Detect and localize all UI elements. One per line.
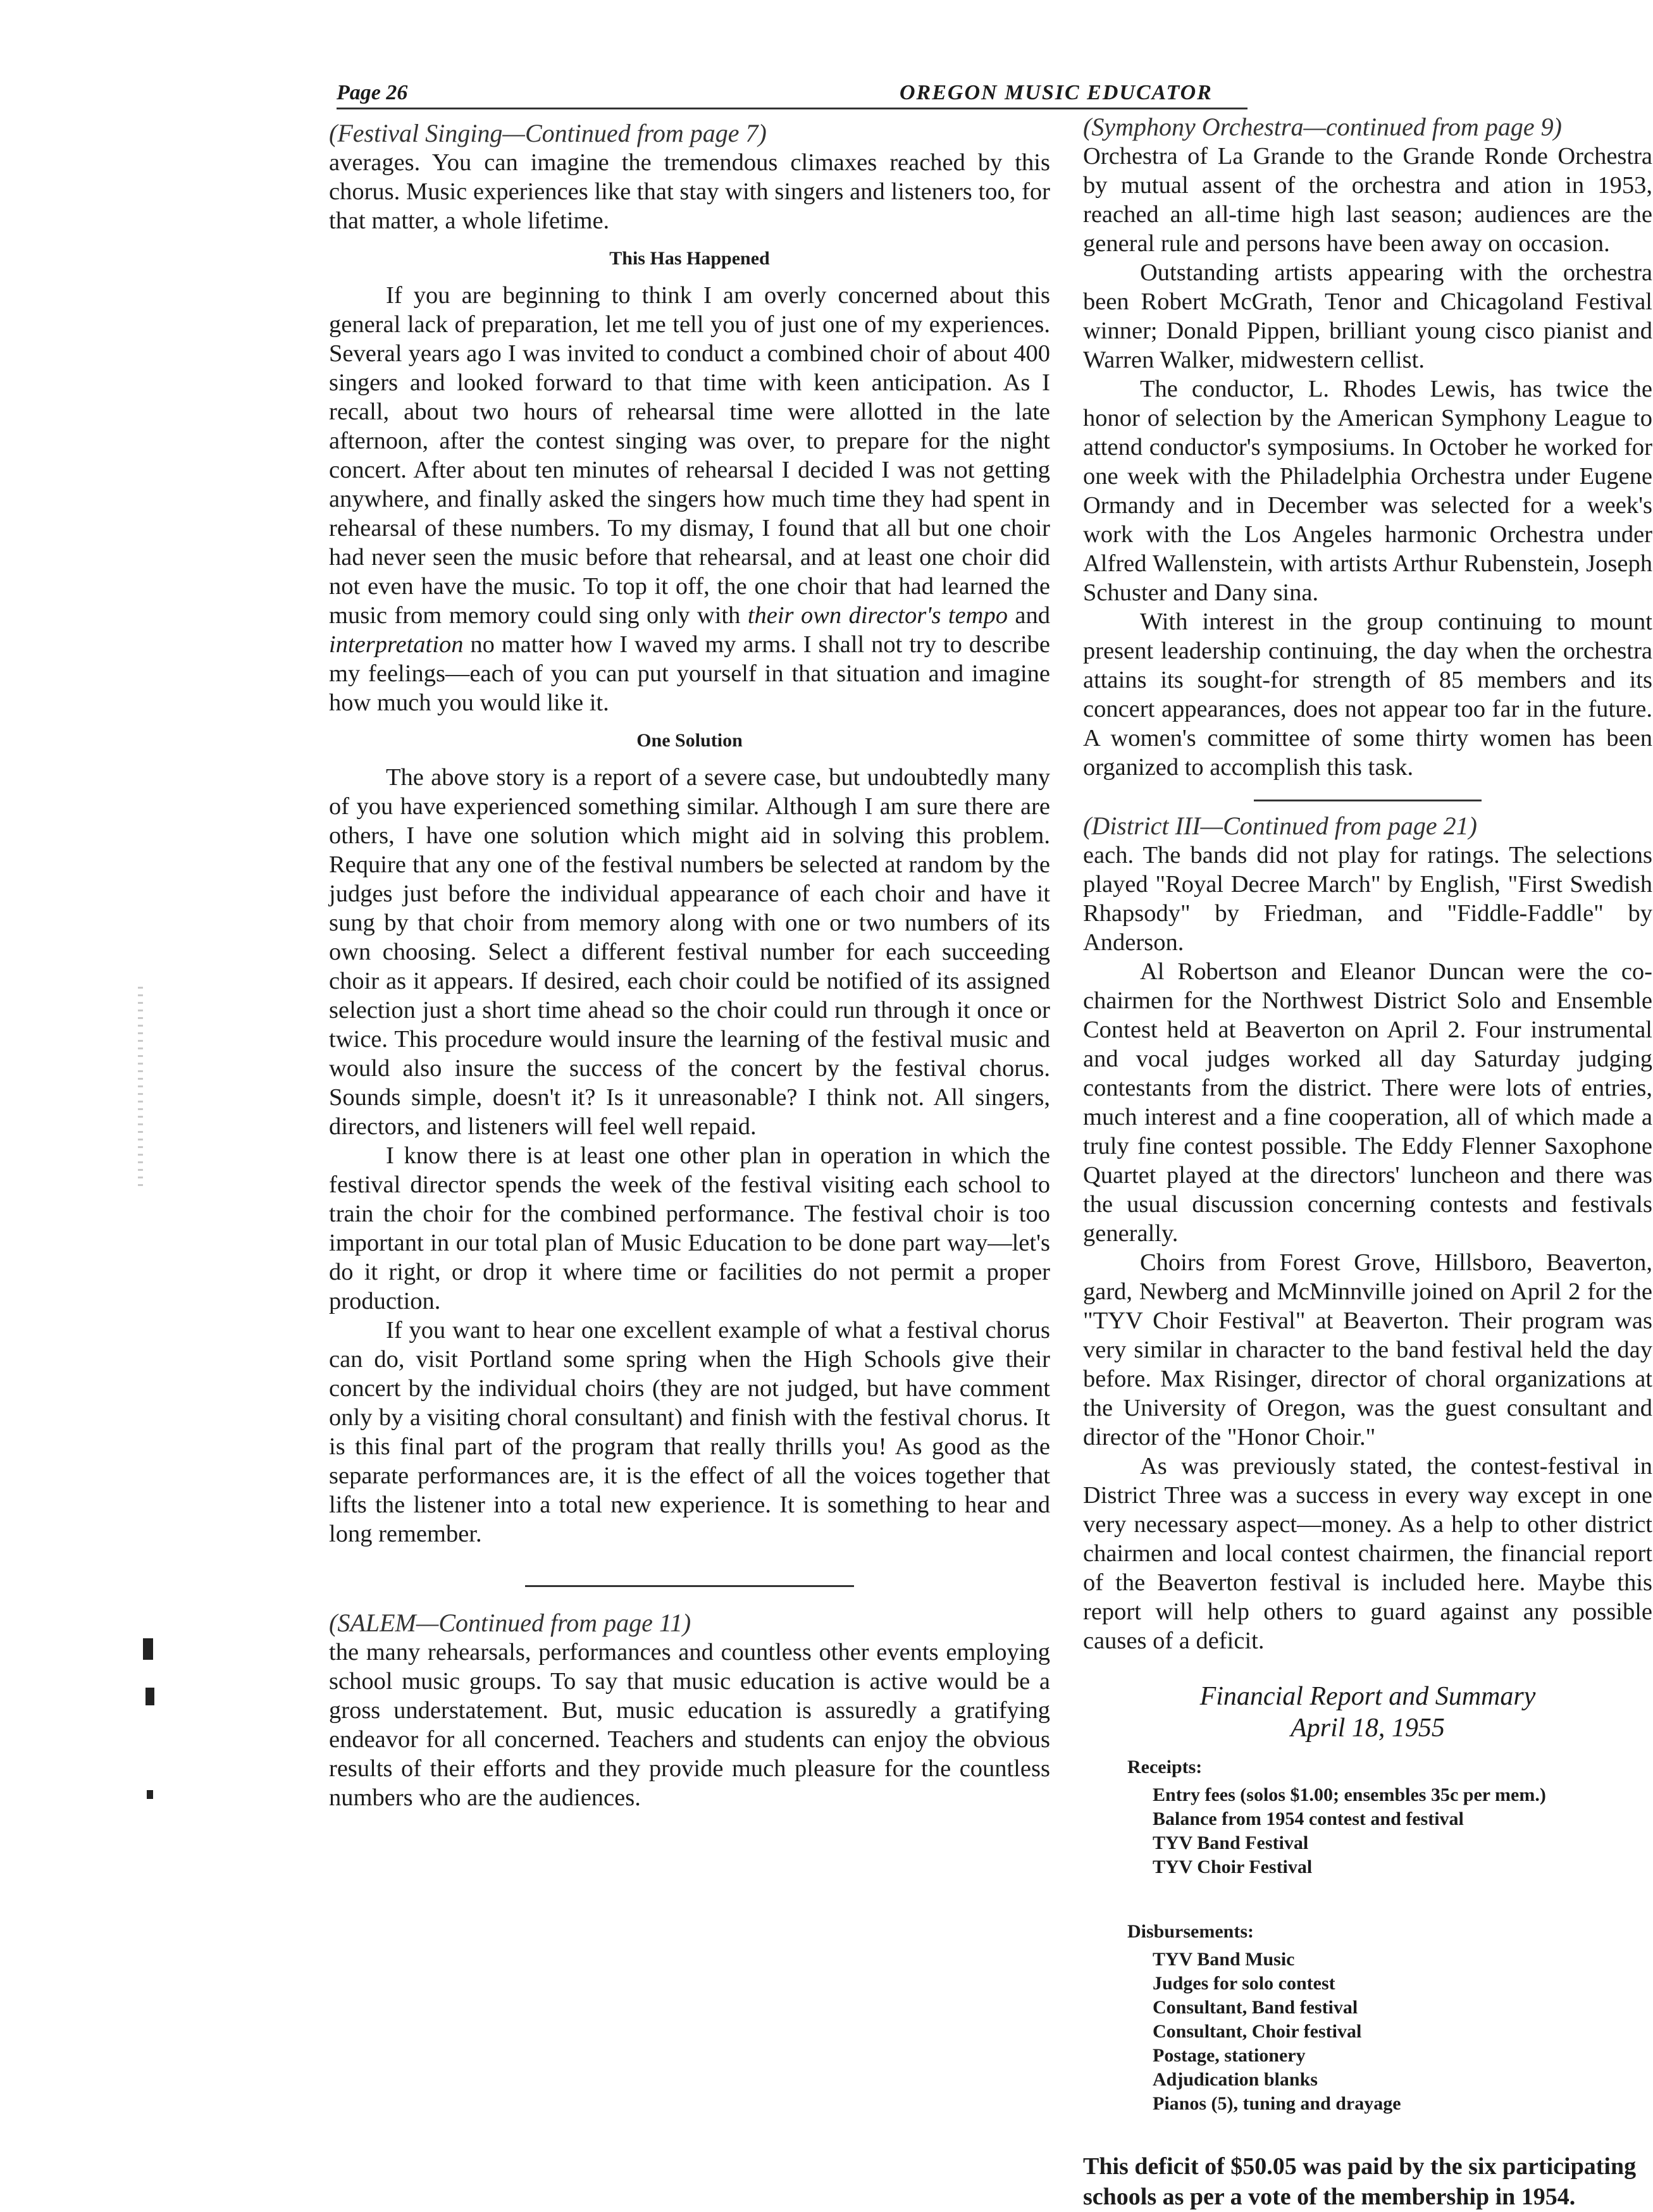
continued-label-salem: (SALEM—Continued from page 11) <box>329 1609 691 1637</box>
scan-mark <box>147 1790 153 1799</box>
receipt-item: Balance from 1954 contest and festival <box>1153 1808 1464 1829</box>
disbursement-item: Pianos (5), tuning and drayage <box>1153 2093 1401 2114</box>
report-title-line: Financial Report and Summary <box>1199 1682 1536 1711</box>
paragraph: As was previously stated, the contest-festival in District Three was a success in every way except in one very necessary aspect—money. As a help to other district chairmen and local contest chairmen, the financial report of the Beaverton festival is included here. Maybe this report will help others to guard against any possible causes of a deficit. <box>1083 1453 1652 1654</box>
continued-label-district: (District III—Continued from page 21) <box>1083 812 1477 840</box>
paragraph: averages. You can imagine the tremendous climaxes reached by this chorus. Music experiences like that stay with singers and listeners too, for that matter, a whole lifetime. <box>329 149 1050 234</box>
section-divider <box>525 1585 854 1587</box>
continued-label-festival: (Festival Singing—Continued from page 7) <box>329 119 767 147</box>
report-date-line: April 18, 1955 <box>1291 1714 1445 1743</box>
paragraph: Al Robertson and Eleanor Duncan were the co-chairmen for the Northwest District Solo and Ensemble Contest held at Beaverton on April 2. Four instrumental and vocal judges worked all day Saturday judging contestants from the district. There were lots of entries, much interest and a fine cooperation, all of which made a truly fine contest possible. The Eddy Flenner Saxophone Quartet played at the directors' luncheon and there was the usual discussion concerning contests and festivals generally. <box>1083 958 1652 1247</box>
publication-title: OREGON MUSIC EDUCATOR <box>900 81 1213 104</box>
paragraph: Orchestra of La Grande to the Grande Ronde Orchestra by mutual assent of the orchestra and ation in 1953, reached an all-time high last season; audiences are the general rule and persons have been away on occasion. <box>1083 143 1652 257</box>
paragraph: With interest in the group continuing to mount present leadership continuing, the day when the orchestra attains its sought-for strength of 85 members and its concert appearances, does not appear too far in the future. A women's committee of some thirty women has been organized to accomplish this task. <box>1083 609 1652 781</box>
text-run: and <box>1015 602 1051 629</box>
receipts-label: Receipts: <box>1127 1757 1203 1777</box>
disbursement-item: TYV Band Music <box>1153 1949 1295 1970</box>
paragraph <box>329 281 1050 717</box>
header-rule <box>337 108 1247 109</box>
scan-dots <box>138 987 143 1189</box>
section-divider <box>1254 800 1482 801</box>
disbursements-label: Disbursements: <box>1127 1921 1254 1942</box>
paragraph: I know there is at least one other plan in operation in which the festival director spends the week of the festival visiting each school to train the choir for the combined performance. The festival choir is too important in our total plan of Music Education to be done part way—let's do it right, or drop it where time or facilities do not permit a proper production. <box>329 1142 1050 1314</box>
receipt-item: TYV Choir Festival <box>1153 1857 1313 1877</box>
paragraph: the many rehearsals, performances and countless other events employing school music groups. To say that music education is active would be a gross understatement. But, music education is assuredly a gratifying endeavor for all concerned. Teachers and students can enjoy the obvious results of their efforts and they provide much pleasure for the countless numbers who are the audiences. <box>329 1639 1050 1811</box>
receipt-item: TYV Band Festival <box>1153 1832 1309 1853</box>
paragraph: Choirs from Forest Grove, Hillsboro, Beaverton, gard, Newberg and McMinnville joined on April 2 for the "TYV Choir Festival" at Beaverton. Their program was very similar in character to the band festival held the day before. Max Risinger, director of choral organizations at the University of Oregon, was the guest consultant and director of the "Honor Choir." <box>1083 1249 1652 1450</box>
disbursement-item: Postage, stationery <box>1153 2045 1306 2066</box>
page-header <box>337 76 1247 111</box>
financial-report-title <box>1083 1681 1652 1744</box>
disbursement-item: Consultant, Band festival <box>1153 1997 1358 2018</box>
right-column <box>1083 113 1652 2210</box>
disbursement-item: Judges for solo contest <box>1153 1973 1335 1994</box>
scan-mark <box>143 1638 153 1660</box>
receipt-item: Entry fees (solos $1.00; ensembles 35c per mem.) <box>1153 1784 1546 1805</box>
text-run: no matter how I waved my arms. I shall not try to describe my feelings—each of you can put yourself in that situation and imagine how much you would like it. <box>329 631 1051 716</box>
deficit-note: This deficit of $50.05 was paid by the six participating schools as per a vote of the membership in 1954. <box>1083 2153 1637 2210</box>
section-heading: One Solution <box>636 730 743 751</box>
paragraph: The conductor, L. Rhodes Lewis, has twice the honor of selection by the American Symphony League to attend conductor's symposiums. In October he worked for one week with the Philadelphia Orchestra under Eugene Ormandy and in December was selected for a week's work with the Los Angeles harmonic Orchestra under Alfred Wallenstein, with artists Arthur Rubenstein, Joseph Schuster and Dany sina. <box>1083 376 1652 606</box>
scan-mark <box>145 1688 154 1705</box>
spacer <box>1083 1879 1652 1911</box>
paragraph: If you want to hear one excellent example of what a festival chorus can do, visit Portland some spring when the High Schools give their concert by the individual choirs (they are not judged, but have comment only by a visiting choral consultant) and finish with the festival chorus. It is this final part of the program that really thrills you! As good as the separate performances are, it is the effect of all the voices together that lifts the listener into a total new experience. It is something to hear and long remember. <box>329 1317 1050 1547</box>
paragraph: each. The bands did not play for ratings. The selections played "Royal Decree March" by English, "First Swedish Rhapsody" by Friedman, and "Fiddle-Faddle" by Anderson. <box>1083 842 1652 956</box>
paragraph: The above story is a report of a severe case, but undoubtedly many of you have experienced something similar. Although I am sure there are others, I have one solution which might aid in solving this problem. Require that any one of the festival numbers be selected at random by the judges just before the individual appearance of each choir and have it sung by that choir from memory along with one or two numbers of its own choosing. Select a different festival number for each succeeding choir as it appears. If desired, each choir could be notified of its assigned selection just a short time ahead so the choir could run through it once or twice. This procedure would insure the learning of the festival music and would also insure the success of the concert by the festival chorus. Sounds simple, doesn't it? Is it unreasonable? I think not. All singers, directors, and listeners will feel well repaid. <box>329 764 1050 1140</box>
receipts-list <box>1083 1783 1652 1879</box>
section-heading: This Has Happened <box>609 248 770 269</box>
disbursement-item: Adjudication blanks <box>1153 2069 1318 2090</box>
emphasis-text: interpretation <box>329 631 464 658</box>
continued-label-symphony: (Symphony Orchestra—continued from page 9) <box>1083 113 1562 141</box>
disbursements-list <box>1083 1948 1652 2116</box>
text-run: If you are beginning to think I am overly concerned about this general lack of preparation, let me tell you of just one of my experiences. Several years ago I was invited to conduct a combined choir of about 400 singers and looked forward to that time with keen anticipation. As I recall, about two hours of rehearsal time were allotted in the late afternoon, after the contest singing was over, to prepare for the night concert. After about ten minutes of rehearsal I decided I was not getting anywhere, and finally asked the singers how much time they had spent in rehearsal of these numbers. To my dismay, I found that all but one choir had never seen the music before that rehearsal, and at least one choir did not even have the music. To top it off, the one choir that had learned the music from memory could sing only with <box>329 282 1050 629</box>
paragraph: Outstanding artists appearing with the orchestra been Robert McGrath, Tenor and Chicagoland Festival winner; Donald Pippen, brilliant young cisco pianist and Warren Walker, midwestern cellist. <box>1083 259 1652 373</box>
page-number: Page 26 <box>337 81 408 104</box>
disbursement-item: Consultant, Choir festival <box>1153 2021 1362 2042</box>
emphasis-text: their own director's tempo <box>747 602 1008 629</box>
left-column <box>329 119 1050 1985</box>
